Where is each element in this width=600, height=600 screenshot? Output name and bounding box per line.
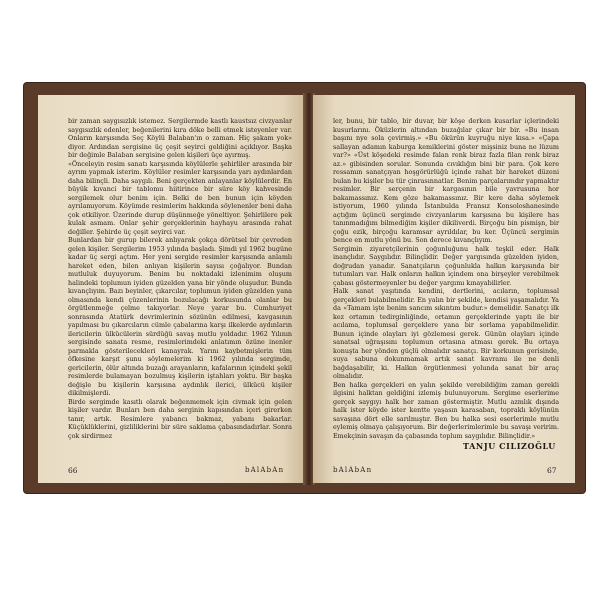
author-signature: TANJU CILIZOĞLU (463, 441, 556, 451)
right-running-title: bAlAbAn (333, 466, 373, 474)
left-running-title: bAlAbAn (245, 466, 285, 474)
left-page-body: bir zaman saygısızlık istemez. Sergilermde kastlı kaustsız civzyanlar saygısızlık edenler, beğenilerini kıra döke belli etmek isteyenler var. Onların karşısında Seç Köylü Balaban'ın o zaman. Hiç şakam yok» diyor. Ardından sergisine üç çeşit seyirci geldiğini açıklıyor. Başka bir değimle Balaban sergisine gelen kişileri üçe ayırmış. «Önceleyin resim sanatı karşısında köylülerle şehirliler arasında bir ayrım yapmak isterim. Köylüler resimler karşısında yarı aydınlardan daha bilinçli. Daha saygılı. Beni gerçekten anlayanlar köylülerdir. En büyük kıvanci bir tablomu hiitirince bir süre köy kahvesinde sergilemek olur benim için. Belki de ben bunun için köyden ayrılamıyorum. Köyümde resimlerim hakkında söylenenler beni daha çok etkiliyor. Üzerinde durup düşünmeğe yöneltiyor. Şehirlilere pek kulak asmam. Onlar şehir gerçeklerinin hayhayu arasında rahat değiller. Şehirde üç çeşit seyirci var. Bunlardan bir gurup bilerek anlıyarak çokça dörütsel bir çevreden gelen kişiler. Sergilerim 1953 yılında başladı. Şimdi yıl 1962 bugüne kadar üç sergi açtım. Her yeni sergide resimler karşısında anlamlı hareket eden, bilen anlıyan kişilerin sayısı çoğalıyor. Bundan mutluluk duyuyorum. Benim bu noktadaki izlenimim oluşum halindeki toplumun iyiden güzelden yana bir yönde oluşudur. Bunda kıvançlıyım. Bazı beyinler, çıkarcılar, toplumun iyiden güzelden yana olmasında kendi çüzenlerinin bozulacağı korkusunda olanlar bu örgütlenmeğe çelme takıyorlar. Neye yarar bu. Cumhuriyet sonrasında Atatürk devrimlerinin sözünün edilmesi, kavgasının yapılması bu çıkarcıların cümle çabalarına karşı ilkelerde aydınların ilericilerin ülkücülerin sürdüğü savaş mutlu yoldadır. 1962 Yılının sergisinde sanata resme, resimlerimdeki anlatımın özüne inenler parmakla gösterilecekleri kanayrak. Yarını kaybetmişlerin tüm öfkesine karşıt şunu söylemelerim ki 1962 yılında sergimde, gericilerin, ölür altında buzağı arayanların, kafalarının içindeki şekil resimlerde bulamayan bozulmuş kişilerin iştahları yoktu. Bir başka değişle bu kişilerin karşısına aydınlık ilerici, ülkücü kişiler dikilmişlerdi. Birde sergimde kasıtlı olarak beğenmemek için civmak için gelen kişiler vardır. Bunları ben daha serginin kapısından içeri girerken tanır, artık. Resimlere yabancı bakmaz, yabanı bakarlar. Küçüklüklerini, gizliliklerini bir süre saklama çabasındadırlar. Sonra çok sirdirmez (68, 117, 292, 440)
right-page (313, 95, 575, 483)
open-book (24, 83, 585, 493)
left-page (38, 95, 304, 483)
right-page-number: 67 (547, 466, 557, 475)
right-page-body: ler, bunu, bir tablo, bir duvar, bir köşe derken kusarlar içlerindeki kusurlarını. Öküzlerin altından buzağılar çıkar bir bir. «Bu insan başını nye sola çevirmiş.» «Bu ökürün kuyruğu niye kısa.» «Çapa sallayan adamın kaburga kemiklerini göster mişsiniz buna ne lüzum var?» «Üst köşedeki resimde falan renk biraz fazla filan renk biraz az.» gibisinden sorular. Sonunda cıvıklığın bini bir para. Çok kere ressamın sanatçıyan hoşgörürlüğü içinde rahat bir hareket düzeni bulan bu kişiler bu tür çinrasınnatlar. Benim parçalarımdır yapmaktır resimler. Bir serçenin bir kargasının bile yavrusuna hor bakamassınız. Kem göze bakamassınız. Bir kere daha söylemek istiyorum, 1960 yılında İstanbulda Fransız Konsoloshanesinde açtığım üçüncü sergimde civzyanlarım karşısına bu kişilere has tanınmadığım bilmediğim kişiler dikiliverdi. Birçoğu bin pismişn, bir çoğu ezik, birçoğu karamsar ayrıldılar, bu ker. Üçüncü sergimin bence en mutlu yönü bu. Son derece kıvançlıyım. Sergimin ziyaretçilerinin çoğunluğunu halk teşkil eder. Halk inançlıdır. Saygılıdır. Bilinçlidir. Değer yargısında güzelden iyiden, doğrudan yanadır. Sanatçıların çoğunlukla halkın karşısında bir tutumları var. Halk onların halkın içindem ona birşeyler verebilmek çabası göstermeyenler bu değer yargımı kınayabilirler. Halk sanat yaşıtında kendini, dertlerini, acıların, toplumsal gerçekleri bulabilmelidir. En yalın bir şekilde, kendisi yaşamalıdır. Ya da «Tamam işte benim sancım sıkıntım budur.» demelidir. Sanatçı ilk kez ortamın tedirginliğinde, ortamın gerçeklerinde yaptı ile bir acılama, toplumsal gerçeklere yana bir sorlama yapabilmelidir. Bunun içinde olayları iyi gözlemesi gerek. Günün olayları içinde sanatsal uğraşısını toplumun ortasına atması gerek. Bu ortaya konuşta her yönden güçlü olmalıdır sanatçı. Bir korkunun gerisinde, suya sabuna dokunmamak artık sanat kavramı ile ne denli bağdaşabilir, ki. Halkın örgütlenmesi yolunda sanat bir araç olmalıdır. Ben halka gerçekleri en yalın şekilde verebildiğim zaman gerekli ilgisini halktan geldiğini izlemiş bulunuyorum. Sergime eserlerime gerçek saygıyı halk her zaman göstermiştir. Mutlu azmlık dışında halk ister köyde ister kentte yaşasın karasaban, topraklı köylünün savaşına dört elle sarılmıştır. Ben bu halka sesi eserlerimle mutlu eylemiş olmaya çalışıyorum. Bir değerlerimlerimle bu savaşı veririm. Emekçinin savaşın da çabasında toplum saygılıdır. Bilinçlidir.» (333, 117, 559, 440)
left-page-number: 66 (68, 466, 78, 475)
